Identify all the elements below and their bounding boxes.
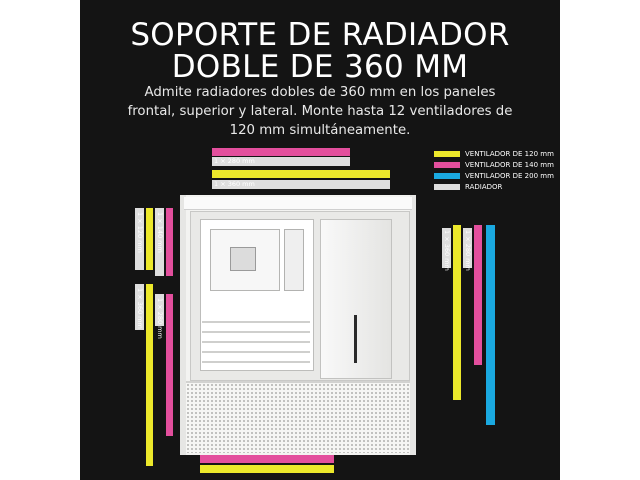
legend-swatch-yellow bbox=[434, 151, 460, 157]
legend-item-200 bbox=[434, 171, 560, 181]
legend-item-120 bbox=[434, 149, 560, 159]
bottom-fan-140-bar bbox=[200, 455, 334, 463]
case-top-panel bbox=[184, 197, 412, 210]
description-line-1: Admite radiadores dobles de 360 mm en los paneles bbox=[144, 85, 496, 100]
right-fan-120-bar bbox=[453, 225, 461, 400]
right-fan-140-bar bbox=[474, 225, 482, 365]
legend-swatch-grey bbox=[434, 184, 460, 190]
case-right-edge bbox=[410, 195, 416, 455]
left-fan-120-bar bbox=[146, 208, 153, 270]
left-fan-120-long-bar bbox=[146, 284, 153, 466]
cable bbox=[354, 315, 357, 363]
legend-label: VENTILADOR DE 200 mm bbox=[465, 172, 554, 180]
bottom-fan-120-bar bbox=[200, 465, 334, 473]
legend-item-140 bbox=[434, 160, 560, 170]
left-fan-140-long-bar bbox=[166, 294, 173, 436]
pc-case-illustration bbox=[180, 195, 416, 455]
product-graphic bbox=[80, 0, 560, 480]
left-radiator-280-label: 1 × 280 mm bbox=[156, 298, 164, 339]
right-radiator-360-label: 1 × 360 mm bbox=[443, 230, 451, 271]
ram-module bbox=[284, 229, 304, 291]
legend-item-radiator bbox=[434, 182, 560, 192]
top-fan-140-bar bbox=[212, 148, 350, 156]
top-radiator-280-label: 1 × 280 mm bbox=[214, 157, 255, 165]
legend-swatch-pink bbox=[434, 162, 460, 168]
top-radiator-360-label: 1 × 360 mm bbox=[214, 180, 255, 188]
cpu-block bbox=[230, 247, 256, 271]
left-radiator-120-label: 1 × 120 mm bbox=[136, 212, 144, 253]
psu-shroud-mesh bbox=[186, 381, 410, 453]
legend-label: RADIADOR bbox=[465, 183, 503, 191]
description-line-3: 120 mm simultáneamente. bbox=[229, 123, 411, 138]
right-fan-200-bar bbox=[486, 225, 495, 425]
legend-swatch-cyan bbox=[434, 173, 460, 179]
left-radiator-360-label: 1 × 360 mm bbox=[136, 288, 144, 329]
left-fan-140-bar bbox=[166, 208, 173, 276]
top-fan-120-bar bbox=[212, 170, 390, 178]
legend-label: VENTILADOR DE 140 mm bbox=[465, 161, 554, 169]
description-line-2: frontal, superior y lateral. Monte hasta 12 ventiladores de bbox=[127, 104, 513, 119]
headline-line-1: SOPORTE DE RADIADOR bbox=[130, 17, 510, 53]
right-radiator-280-label: 1 × 280 mm bbox=[464, 230, 472, 271]
legend-label: VENTILADOR DE 120 mm bbox=[465, 150, 554, 158]
headline-line-2: DOBLE DE 360 MM bbox=[171, 49, 469, 85]
expansion-slots bbox=[202, 313, 310, 367]
left-radiator-140-label: 1 × 140 mm bbox=[156, 212, 164, 253]
